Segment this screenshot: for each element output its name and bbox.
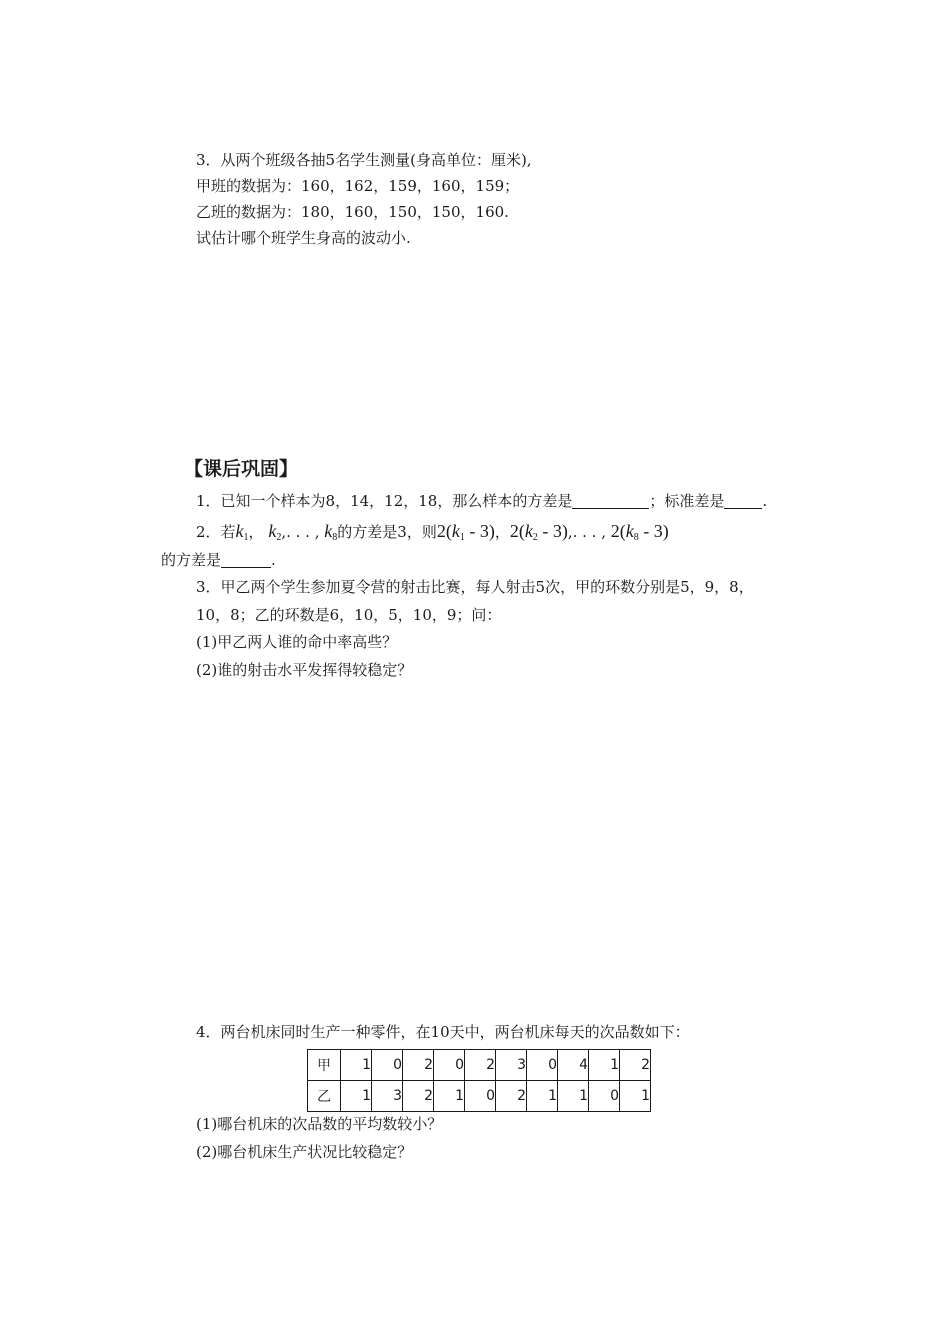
q2-expr8-close: - 3) <box>638 521 669 541</box>
table-cell: 1 <box>558 1081 589 1112</box>
table-cell: 1 <box>434 1081 465 1112</box>
q1-text-c: . <box>762 492 768 510</box>
consolidation-q4-sub2: (2)哪台机床生产状况比较稳定？ <box>196 1143 413 1161</box>
q1-variance-blank <box>572 493 649 509</box>
consolidation-q4-intro: 4．两台机床同时生产一种零件，在10天中，两台机床每天的次品数如下： <box>196 1023 690 1041</box>
table-cell: 4 <box>558 1050 589 1081</box>
q1-text-b: ；标准差是 <box>649 492 725 510</box>
q2-k1-sub: 1 <box>243 532 249 543</box>
consolidation-q1 <box>196 491 767 511</box>
q2-expr2-var: k <box>524 521 533 541</box>
q2-sep1: ， <box>248 523 264 541</box>
consolidation-q3-line1: 3．甲乙两个学生参加夏令营的射击比赛，每人射击5次，甲的环数分别是5，9，8， <box>196 578 754 596</box>
table-cell: 2 <box>403 1081 434 1112</box>
table-cell: 2 <box>465 1050 496 1081</box>
q2-expr1-close: - 3) <box>464 521 495 541</box>
q2-mid: 的方差是3，则 <box>337 523 437 541</box>
q3-question: 试估计哪个班学生身高的波动小. <box>196 229 411 247</box>
q1-stddev-blank <box>724 493 762 509</box>
q3-intro: 3．从两个班级各抽5名学生测量(身高单位：厘米), <box>196 151 532 169</box>
q2-answer-blank <box>221 552 271 568</box>
table-cell: 0 <box>372 1050 403 1081</box>
consolidation-q4-sub1: (1)哪台机床的次品数的平均数较小？ <box>196 1115 443 1133</box>
q1-text-a: 1．已知一个样本为8，14，12，18，那么样本的方差是 <box>196 492 573 510</box>
row-label-jia: 甲 <box>308 1050 341 1081</box>
q3-class-yi-data: 乙班的数据为：180，160，150，150，160. <box>196 203 509 221</box>
section-title: 【课后巩固】 <box>184 458 299 480</box>
q2-expr2-open: 2( <box>509 521 525 541</box>
table-cell: 3 <box>496 1050 527 1081</box>
table-cell: 3 <box>372 1081 403 1112</box>
q2-sep2: ， <box>494 523 510 541</box>
table-cell: 1 <box>341 1081 372 1112</box>
q2-expr1-sub: 1 <box>459 532 465 543</box>
q2-expr8-open: 2( <box>610 521 626 541</box>
q2-expr8-sub: 8 <box>633 532 639 543</box>
q2-prefix: 2．若 <box>196 523 236 541</box>
defects-table <box>307 1049 651 1112</box>
q2-expr1-open: 2( <box>436 521 452 541</box>
consolidation-q3-sub1: (1)甲乙两人谁的命中率高些？ <box>196 633 398 651</box>
q2-expr2-close: - 3) <box>537 521 568 541</box>
consolidation-q2-tail <box>161 550 276 570</box>
q2-k2-var: k <box>268 521 277 541</box>
q2-k1-var: k <box>235 521 244 541</box>
table-cell: 0 <box>589 1081 620 1112</box>
table-cell: 1 <box>620 1081 651 1112</box>
q2-expr1-var: k <box>451 521 460 541</box>
q2-expr8-var: k <box>625 521 634 541</box>
table-row <box>308 1050 651 1081</box>
table-cell: 2 <box>496 1081 527 1112</box>
q2-tail-suffix: . <box>271 551 276 569</box>
table-cell: 1 <box>341 1050 372 1081</box>
table-row <box>308 1081 651 1112</box>
table-cell: 0 <box>465 1081 496 1112</box>
table-cell: 2 <box>620 1050 651 1081</box>
q3-class-jia-data: 甲班的数据为：160，162，159，160，159； <box>196 177 520 195</box>
q2-k8-var: k <box>324 521 333 541</box>
consolidation-q3-line2: 10，8；乙的环数是6，10，5，10，9；问： <box>196 606 502 624</box>
table-cell: 0 <box>434 1050 465 1081</box>
table-cell: 1 <box>589 1050 620 1081</box>
table-cell: 2 <box>403 1050 434 1081</box>
q2-tail-prefix: 的方差是 <box>161 551 222 569</box>
row-label-yi: 乙 <box>308 1081 341 1112</box>
q2-expr2-sub: 2 <box>532 532 538 543</box>
consolidation-q2 <box>196 518 669 551</box>
q2-dots2: ,. . . , <box>567 523 606 541</box>
q2-k2-sub: 2 <box>276 532 282 543</box>
q2-k8-sub: 8 <box>332 532 338 543</box>
consolidation-q3-sub2: (2)谁的射击水平发挥得较稳定？ <box>196 661 413 679</box>
q2-dots1: ,. . . , <box>281 523 320 541</box>
table-cell: 1 <box>527 1081 558 1112</box>
table-cell: 0 <box>527 1050 558 1081</box>
